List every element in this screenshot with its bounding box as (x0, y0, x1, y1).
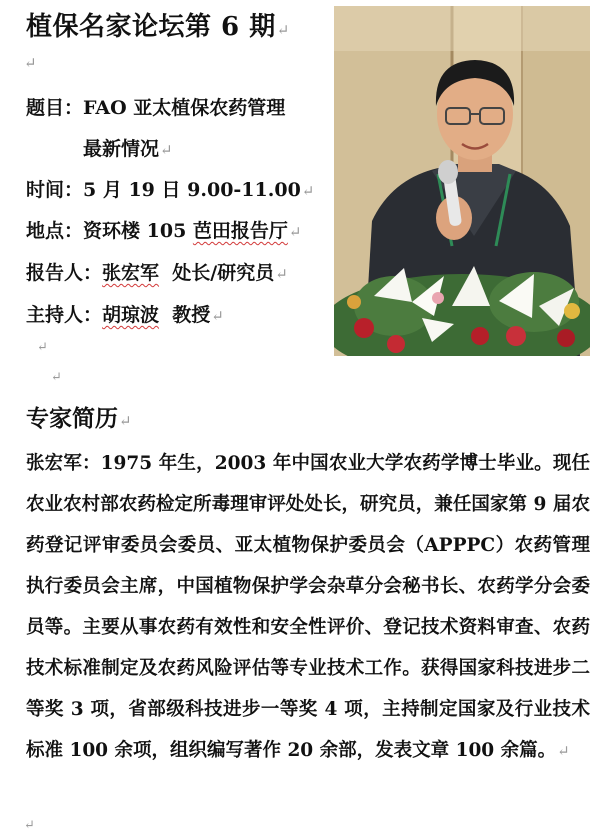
time-line (26, 175, 314, 202)
paragraph-mark: ↵ (24, 818, 35, 833)
bio-heading: 专家简历↵ (26, 405, 132, 432)
paragraph-mark: ↵ (557, 742, 570, 760)
paragraph-mark: ↵ (275, 265, 288, 283)
place-value: 资环楼 105 (83, 220, 193, 242)
topic-label: 题目： (26, 97, 84, 119)
host-label: 主持人： (26, 304, 103, 326)
speaker-line (26, 258, 288, 285)
host-line (26, 300, 224, 327)
page-title: 植保名家论坛第 6 期↵ (26, 12, 290, 42)
paragraph-mark: ↵ (24, 54, 37, 72)
speaker-photo-image (334, 6, 590, 356)
place-label: 地点： (26, 220, 84, 242)
place-line (26, 216, 302, 243)
paragraph-mark: ↵ (276, 21, 290, 39)
speaker-title: 处长/研究员 (172, 262, 275, 284)
speaker-label: 报告人： (26, 262, 103, 284)
bio-paragraph (26, 443, 590, 772)
paragraph-mark: ↵ (37, 340, 48, 355)
paragraph-mark: ↵ (160, 141, 173, 159)
speaker-photo (334, 6, 590, 356)
topic-value: FAO 亚太植保农药管理 (83, 97, 286, 119)
place-value-hall: 芭田报告厅 (192, 220, 288, 242)
paragraph-mark: ↵ (119, 412, 132, 430)
time-label: 时间： (26, 179, 84, 201)
host-title: 教授 (172, 304, 211, 326)
paragraph-mark: ↵ (288, 223, 302, 241)
paragraph-mark: ↵ (211, 307, 224, 325)
paragraph-mark: ↵ (51, 370, 62, 385)
bio-text: 张宏军：1975 年生，2003 年中国农业大学农药学博士毕业。现任农业农村部农药检定所毒理审评处处长，研究员，兼任国家第 9 届农药登记评审委员会委员、亚太植物保护委员会（APPPC）农药管理执行委员会主席，中国植物保护学会杂草分会秘书长、农药学分会委员等。主要从事农药有效性和安全性评价、登记技术资料审查、农药技术标准制定及农药风险评估等专业技术工作。获得国家科技进步二等奖 3 项，省部级科技进步一等奖 4 项，主持制定国家及行业技术标准 100 余项，组织编写著作 20 余部，发表文章 100 余篇。 (26, 453, 590, 761)
topic-line-1 (26, 93, 285, 120)
host-name: 胡琼波 (102, 304, 160, 326)
topic-line-2: 最新情况↵ (83, 138, 173, 160)
time-value: 5 月 19 日 9.00-11.00 (83, 179, 301, 201)
speaker-name: 张宏军 (102, 262, 160, 284)
paragraph-mark: ↵ (301, 182, 315, 200)
